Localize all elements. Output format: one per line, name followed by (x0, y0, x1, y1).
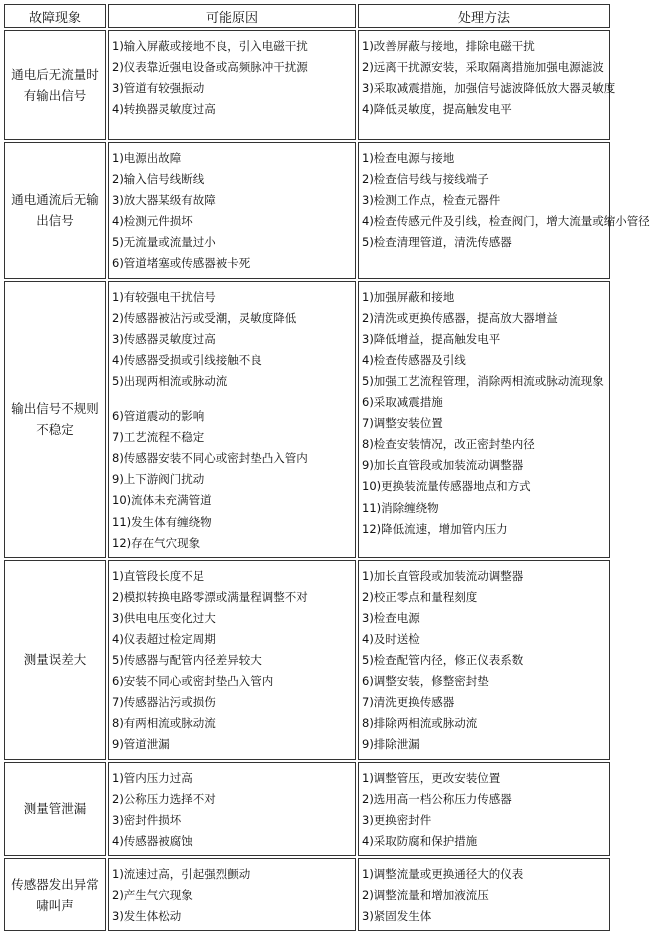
solution-item: 3)降低增益，提高触发电平 (362, 331, 501, 346)
symptom-cell: 输出信号不规则不稳定 (4, 281, 106, 558)
cause-item: 4)转换器灵敏度过高 (112, 102, 216, 117)
cause-item: 6)管道震动的影响 (112, 409, 205, 424)
cause-item: 5)出现两相流或脉动流 (112, 373, 228, 388)
causes-cell (108, 142, 356, 279)
cause-item: 2)模拟转换电路零漂或满量程调整不对 (112, 589, 308, 604)
cause-item: 4)传感器受损或引线接触不良 (112, 352, 262, 367)
cause-item: 1)管内压力过高 (112, 770, 193, 785)
cause-item: 3)放大器某级有故障 (112, 193, 216, 208)
solution-item: 4)检查传感器及引线 (362, 352, 466, 367)
solutions-cell (358, 142, 650, 279)
solution-item: 3)更换密封件 (362, 812, 432, 827)
cause-item: 4)传感器被腐蚀 (112, 833, 193, 848)
solution-item: 2)检查信号线与接线端子 (362, 172, 489, 187)
solution-item: 12)降低流速，增加管内压力 (362, 521, 508, 536)
solution-item: 2)远离干扰源安装，采取隔离措施加强电源滤波 (362, 60, 604, 75)
causes-cell (108, 281, 356, 558)
cause-item: 3)密封件损坏 (112, 812, 182, 827)
header-causes: 可能原因 (108, 4, 356, 28)
solution-item: 1)调整管压，更改安装位置 (362, 770, 501, 785)
table-row (4, 30, 610, 140)
cause-item: 2)传感器被沾污或受潮，灵敏度降低 (112, 310, 297, 325)
solution-item: 3)检查电源 (362, 610, 420, 625)
fault-table-container (2, 2, 650, 933)
solution-item: 4)检查传感元件及引线，检查阀门，增大流量或缩小管径 (362, 214, 650, 229)
table-row (4, 142, 610, 279)
cause-item: 8)有两相流或脉动流 (112, 716, 216, 731)
table-row (4, 762, 610, 856)
solution-item: 11)消除缠绕物 (362, 500, 439, 515)
solution-item: 3)检测工作点，检查元器件 (362, 193, 501, 208)
solution-item: 3)紧固发生体 (362, 909, 432, 924)
cause-item: 5)无流量或流量过小 (112, 235, 216, 250)
solution-item: 8)检查安装情况，改正密封垫内径 (362, 437, 535, 452)
solution-item: 5)加强工艺流程管理，消除两相流或脉动流现象 (362, 373, 604, 388)
cause-item: 9)上下游阀门扰动 (112, 472, 205, 487)
fault-table (2, 2, 650, 933)
cause-item: 2)公称压力选择不对 (112, 791, 216, 806)
solutions-cell (358, 30, 616, 140)
solution-item: 1)加强屏蔽和接地 (362, 289, 455, 304)
table-row (4, 281, 610, 558)
cause-item: 10)流体未充满管道 (112, 493, 212, 508)
solution-item: 1)改善屏蔽与接地，排除电磁干扰 (362, 39, 535, 53)
cause-item: 7)工艺流程不稳定 (112, 430, 205, 445)
solutions-cell (358, 560, 610, 760)
solution-item: 2)调整流量和增加液流压 (362, 888, 489, 902)
causes-cell (108, 762, 356, 856)
symptom-cell: 通电通流后无输出信号 (4, 142, 106, 279)
cause-item: 1)电源出故障 (112, 151, 182, 165)
cause-item: 1)有较强电干扰信号 (112, 289, 216, 304)
cause-item: 3)发生体松动 (112, 909, 182, 924)
solution-item: 7)调整安装位置 (362, 416, 443, 431)
solution-item: 6)调整安装，修整密封垫 (362, 674, 489, 689)
cause-item: 12)存在气穴现象 (112, 535, 201, 550)
causes-cell (108, 858, 356, 931)
solution-item: 9)加长直管段或加装流动调整器 (362, 458, 524, 473)
solutions-cell (358, 281, 610, 558)
cause-item: 5)传感器与配管内径差异较大 (112, 653, 262, 668)
solution-item: 4)降低灵敏度，提高触发电平 (362, 102, 512, 117)
causes-cell (108, 30, 356, 140)
cause-item: 3)传感器灵敏度过高 (112, 331, 216, 346)
solution-item: 1)检查电源与接地 (362, 151, 455, 165)
solution-item: 5)检查清理管道，清洗传感器 (362, 235, 512, 250)
cause-item: 4)检测元件损坏 (112, 214, 193, 229)
solution-item: 2)选用高一档公称压力传感器 (362, 791, 512, 806)
header-symptom: 故障现象 (4, 4, 106, 28)
cause-item: 2)仪表靠近强电设备或高频脉冲干扰源 (112, 60, 308, 75)
cause-item: 8)传感器安装不同心或密封垫凸入管内 (112, 451, 308, 466)
list-spacer (112, 392, 352, 406)
causes-cell (108, 560, 356, 760)
solution-item: 4)及时送检 (362, 631, 420, 646)
solution-item: 1)加长直管段或加装流动调整器 (362, 568, 524, 583)
symptom-cell: 测量误差大 (4, 560, 106, 760)
table-row (4, 858, 610, 931)
cause-item: 2)产生气穴现象 (112, 888, 193, 902)
solution-item: 5)检查配管内径，修正仪表系数 (362, 653, 524, 668)
cause-item: 4)仪表超过检定周期 (112, 631, 216, 646)
symptom-cell: 传感器发出异常啸叫声 (4, 858, 106, 931)
table-body (4, 30, 650, 931)
cause-item: 11)发生体有缠绕物 (112, 514, 212, 529)
solution-item: 8)排除两相流或脉动流 (362, 716, 478, 731)
solutions-cell (358, 858, 610, 931)
solution-item: 7)清洗更换传感器 (362, 695, 455, 710)
solution-item: 9)排除泄漏 (362, 737, 420, 752)
cause-item: 3)供电电压变化过大 (112, 610, 216, 625)
table-header-row (4, 4, 610, 28)
solutions-cell (358, 762, 610, 856)
cause-item: 7)传感器沾污或损伤 (112, 695, 216, 710)
solution-item: 1)调整流量或更换通径大的仪表 (362, 866, 524, 881)
cause-item: 1)直管段长度不足 (112, 568, 205, 583)
solution-item: 4)采取防腐和保护措施 (362, 833, 478, 848)
solution-item: 10)更换装流量传感器地点和方式 (362, 479, 531, 494)
cause-item: 6)安装不同心或密封垫凸入管内 (112, 674, 274, 689)
solution-item: 2)校正零点和量程刻度 (362, 589, 478, 604)
cause-item: 1)输入屏蔽或接地不良，引入电磁干扰 (112, 39, 308, 53)
cause-item: 9)管道泄漏 (112, 737, 170, 752)
cause-item: 3)管道有较强振动 (112, 81, 205, 96)
solution-item: 3)采取减震措施，加强信号滤波降低放大器灵敏度 (362, 81, 616, 96)
table-row (4, 560, 610, 760)
symptom-cell: 通电后无流量时有输出信号 (4, 30, 106, 140)
solution-item: 2)清洗或更换传感器，提高放大器增益 (362, 310, 558, 325)
cause-item: 1)流速过高，引起强烈颤动 (112, 866, 251, 881)
solution-item: 6)采取减震措施 (362, 395, 443, 410)
cause-item: 6)管道堵塞或传感器被卡死 (112, 256, 251, 271)
symptom-cell: 测量管泄漏 (4, 762, 106, 856)
header-solutions: 处理方法 (358, 4, 610, 28)
cause-item: 2)输入信号线断线 (112, 172, 205, 187)
